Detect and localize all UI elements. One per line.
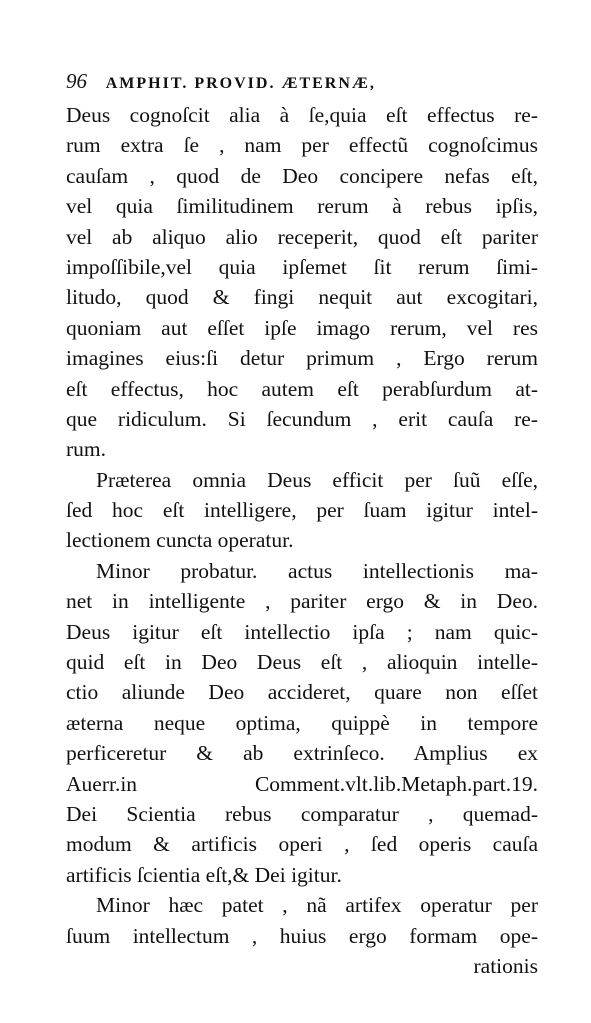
text-line: vel ab aliquo alio receperit, quod eſt pariter — [66, 224, 538, 249]
running-title: AMPHIT. PROVID. ÆTERNÆ, — [105, 75, 376, 92]
text-line: ſuum intellectum , huius ergo formam ope- — [66, 923, 538, 948]
text-line: Auerr.in Comment.vlt.lib.Metaph.part.19. — [66, 771, 538, 796]
text-line: rum. — [66, 437, 107, 462]
text-line: perficeretur & ab extrinſeco. Amplius ex — [66, 741, 538, 766]
text-line: imagines eius:ſi detur primum , Ergo rerum — [66, 346, 538, 371]
text-line: Dei Scientia rebus comparatur , quemad- — [66, 801, 538, 826]
text-line: æterna neque optima, quippè in tempore — [66, 710, 538, 735]
text-line: Præterea omnia Deus efficit per ſuũ eſſe, — [96, 467, 538, 492]
catchword: rationis — [473, 953, 538, 978]
text-line: rum extra ſe , nam per effectũ cognoſcimus — [66, 133, 538, 158]
text-line: eſt effectus, hoc autem eſt perabſurdum at- — [66, 376, 538, 401]
text-line: litudo, quod & fingi nequit aut excogitari, — [66, 285, 538, 310]
text-line: lectionem cuncta operatur. — [66, 528, 294, 553]
text-line: cauſam , quod de Deo concipere nefas eſt, — [66, 163, 538, 188]
text-line: Deus cognoſcit alia à ſe,quia eſt effectus re- — [66, 103, 538, 127]
text-line: quoniam aut eſſet ipſe imago rerum, vel res — [66, 315, 538, 340]
text-line: quid eſt in Deo Deus eſt , alioquin intelle- — [66, 650, 538, 675]
page-header — [66, 68, 536, 97]
text-line: Minor probatur. actus intellectionis ma- — [96, 558, 538, 583]
text-line: ctio aliunde Deo accideret, quare non eſſet — [66, 680, 538, 705]
text-line: artificis ſcientia eſt,& Dei igitur. — [66, 862, 342, 887]
text-line: Deus igitur eſt intellectio ipſa ; nam quic- — [66, 619, 538, 644]
body-text — [66, 100, 538, 981]
text-line: que ridiculum. Si ſecundum , erit cauſa re- — [66, 406, 538, 431]
text-line: Minor hæc patet , nã artifex operatur per — [96, 893, 538, 918]
text-line: ſed hoc eſt intelligere, per ſuam igitur intel- — [66, 498, 538, 523]
text-line: vel quia ſimilitudinem rerum à rebus ipſis, — [66, 194, 538, 219]
text-line: modum & artificis operi , ſed operis cauſa — [66, 832, 538, 857]
text-line: impoſſibile,vel quia ipſemet ſit rerum ſimi- — [66, 254, 538, 279]
page-number: 96 — [66, 69, 87, 93]
text-line: net in intelligente , pariter ergo & in Deo. — [66, 589, 538, 614]
